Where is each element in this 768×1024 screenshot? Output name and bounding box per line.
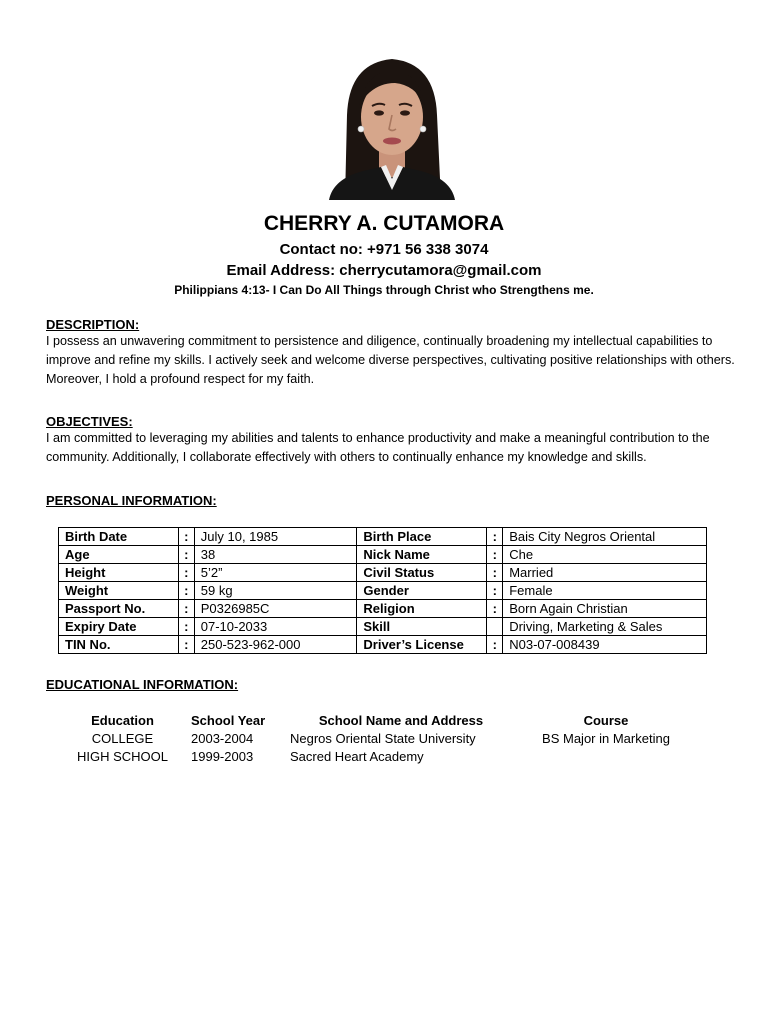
colon-separator: :	[487, 564, 503, 582]
field-value: 250-523-962-000	[194, 636, 357, 654]
personal-info-row	[59, 546, 707, 564]
school-name: Negros Oriental State University	[290, 730, 476, 746]
personal-info-row	[59, 636, 707, 654]
course: BS Major in Marketing	[542, 730, 670, 746]
education-col-header: Education	[91, 712, 154, 728]
field-label: Religion	[357, 600, 487, 618]
field-label: Skill	[357, 618, 487, 636]
field-label: Height	[59, 564, 179, 582]
field-label: Birth Place	[357, 528, 487, 546]
education-row	[60, 729, 691, 747]
colon-separator: :	[178, 546, 194, 564]
personal-info-table	[58, 527, 707, 654]
description-text: I possess an unwavering commitment to persistence and diligence, continually broadening my intellectual capabilities to improve and refine my skills. I actively seek and welcome diverse perspectives, cultivating positive relationships with others. Moreover, I hold a profound respect for my faith.	[46, 334, 735, 386]
education-heading: EDUCATIONAL INFORMATION:	[46, 677, 239, 692]
field-value: Born Again Christian	[503, 600, 707, 618]
field-value: Driving, Marketing & Sales	[503, 618, 707, 636]
education-level: HIGH SCHOOL	[76, 748, 168, 764]
school-name: Sacred Heart Academy	[290, 748, 424, 764]
colon-separator: :	[487, 546, 503, 564]
field-label: TIN No.	[59, 636, 179, 654]
field-value: 07-10-2033	[194, 618, 357, 636]
colon-separator: :	[178, 582, 194, 600]
education-col-header: School Year	[191, 712, 266, 728]
colon-separator: :	[178, 600, 194, 618]
field-label: Gender	[357, 582, 487, 600]
colon-separator: :	[178, 564, 194, 582]
course	[521, 747, 691, 765]
education-row	[60, 747, 691, 765]
personal-info-row	[59, 618, 707, 636]
colon-separator: :	[487, 582, 503, 600]
candidate-name: CHERRY A. CUTAMORA	[263, 212, 505, 235]
field-value: P0326985C	[194, 600, 357, 618]
field-label: Driver’s License	[357, 636, 487, 654]
field-value: 38	[194, 546, 357, 564]
field-label: Birth Date	[59, 528, 179, 546]
bible-verse: Philippians 4:13- I Can Do All Things through Christ who Strengthens me.	[174, 283, 594, 297]
colon-separator: :	[487, 636, 503, 654]
field-value: 5’2”	[194, 564, 357, 582]
portrait-illustration	[323, 55, 461, 200]
contact-number: Contact no: +971 56 338 3074	[279, 241, 489, 258]
field-label: Nick Name	[357, 546, 487, 564]
field-value: 59 kg	[194, 582, 357, 600]
profile-photo	[323, 55, 461, 200]
field-label: Age	[59, 546, 179, 564]
field-label: Expiry Date	[59, 618, 179, 636]
field-value: July 10, 1985	[194, 528, 357, 546]
colon-separator: :	[487, 600, 503, 618]
school-year: 1999-2003	[191, 748, 254, 764]
education-col-header: School Name and Address	[318, 712, 484, 728]
personal-info-row	[59, 564, 707, 582]
description-heading: DESCRIPTION:	[46, 317, 140, 332]
colon-separator: :	[178, 636, 194, 654]
field-label: Weight	[59, 582, 179, 600]
education-table	[60, 711, 691, 765]
field-label: Civil Status	[357, 564, 487, 582]
objectives-heading: OBJECTIVES:	[46, 414, 133, 429]
colon-separator: :	[178, 528, 194, 546]
objectives-text: I am committed to leveraging my abilities and talents to enhance productivity and make a meaningful contribution to the community. Additionally, I collaborate effectively with others to continually enhance my knowledge and skills.	[46, 431, 710, 464]
personal-info-row	[59, 528, 707, 546]
personal-info-row	[59, 582, 707, 600]
colon-separator: :	[178, 618, 194, 636]
email-address: Email Address: cherrycutamora@gmail.com	[226, 262, 542, 279]
field-value: Bais City Negros Oriental	[503, 528, 707, 546]
field-value: Female	[503, 582, 707, 600]
education-header-row	[60, 711, 691, 729]
education-col-header: Course	[583, 712, 629, 728]
personal-info-row	[59, 600, 707, 618]
field-value: Married	[503, 564, 707, 582]
personal-info-heading: PERSONAL INFORMATION:	[46, 493, 217, 508]
education-level: COLLEGE	[91, 730, 154, 746]
field-value: Che	[503, 546, 707, 564]
field-value: N03-07-008439	[503, 636, 707, 654]
school-year: 2003-2004	[191, 730, 254, 746]
colon-separator: :	[487, 528, 503, 546]
colon-separator	[487, 618, 503, 636]
field-label: Passport No.	[59, 600, 179, 618]
